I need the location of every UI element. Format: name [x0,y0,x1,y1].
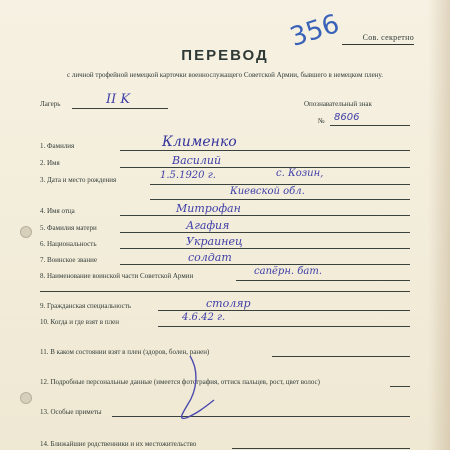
field-birth-village: с. Козин, [276,168,324,179]
field-name-value: Василий [172,154,222,167]
camp-label: Лагерь [40,100,61,108]
field-mother-label: 5. Фамилия матери [40,224,97,232]
field-name-label: 2. Имя [40,159,60,167]
field-rank-label: 7. Воинское звание [40,256,97,264]
field-birth-region: Киевской обл. [230,186,305,197]
document-title: ПЕРЕВОД [181,47,269,64]
field-surname-value: Клименко [162,134,237,150]
field-mother-value: Агафия [186,219,230,232]
field-relatives-label: 14. Ближайшие родственники и их местожительство [40,440,197,448]
field-nationality-value: Украинец [186,235,243,248]
camp-value: II K [106,92,131,107]
field-birth-label: 3. Дата и место рождения [40,176,117,184]
field-birth-date: 1.5.1920 г. [160,170,216,181]
field-rank-value: солдат [188,251,232,264]
id-mark-label: Опознавательный знак [304,100,372,108]
id-mark-value: 8606 [334,112,360,123]
field-father-label: 4. Имя отца [40,207,75,215]
field-surname-label: 1. Фамилия [40,142,75,150]
field-father-value: Митрофан [176,202,241,215]
document-subtitle: с личной трофейной немецкой карточки военнослужащего Советской Армии, бывшего в немецком плену. [67,71,383,79]
stamp-number: 356 [286,9,344,53]
field-captured-value: 4.6.42 г. [182,312,226,323]
field-nationality-label: 6. Национальность [40,240,97,248]
field-captured-label: 10. Когда и где взят в плен [40,318,119,326]
field-condition-label: 11. В каком состоянии взят в плен (здоров, болен, ранен) [40,348,210,356]
field-unit-label: 8. Наименование воинской части Советской Армии [40,272,194,280]
field-profession-label: 9. Гражданская специальность [40,302,132,310]
field-profession-value: столяр [206,297,251,310]
id-mark-prefix: № [318,117,325,125]
field-personal-data-label: 12. Подробные персональные данные (имеется фотография, оттиск пальцев, рост, цвет волос) [40,378,320,386]
classification-label: Сов. секретно [362,33,414,42]
field-unit-value: сапёрн. бат. [254,266,322,277]
field-marks-label: 13. Особые приметы [40,408,102,416]
